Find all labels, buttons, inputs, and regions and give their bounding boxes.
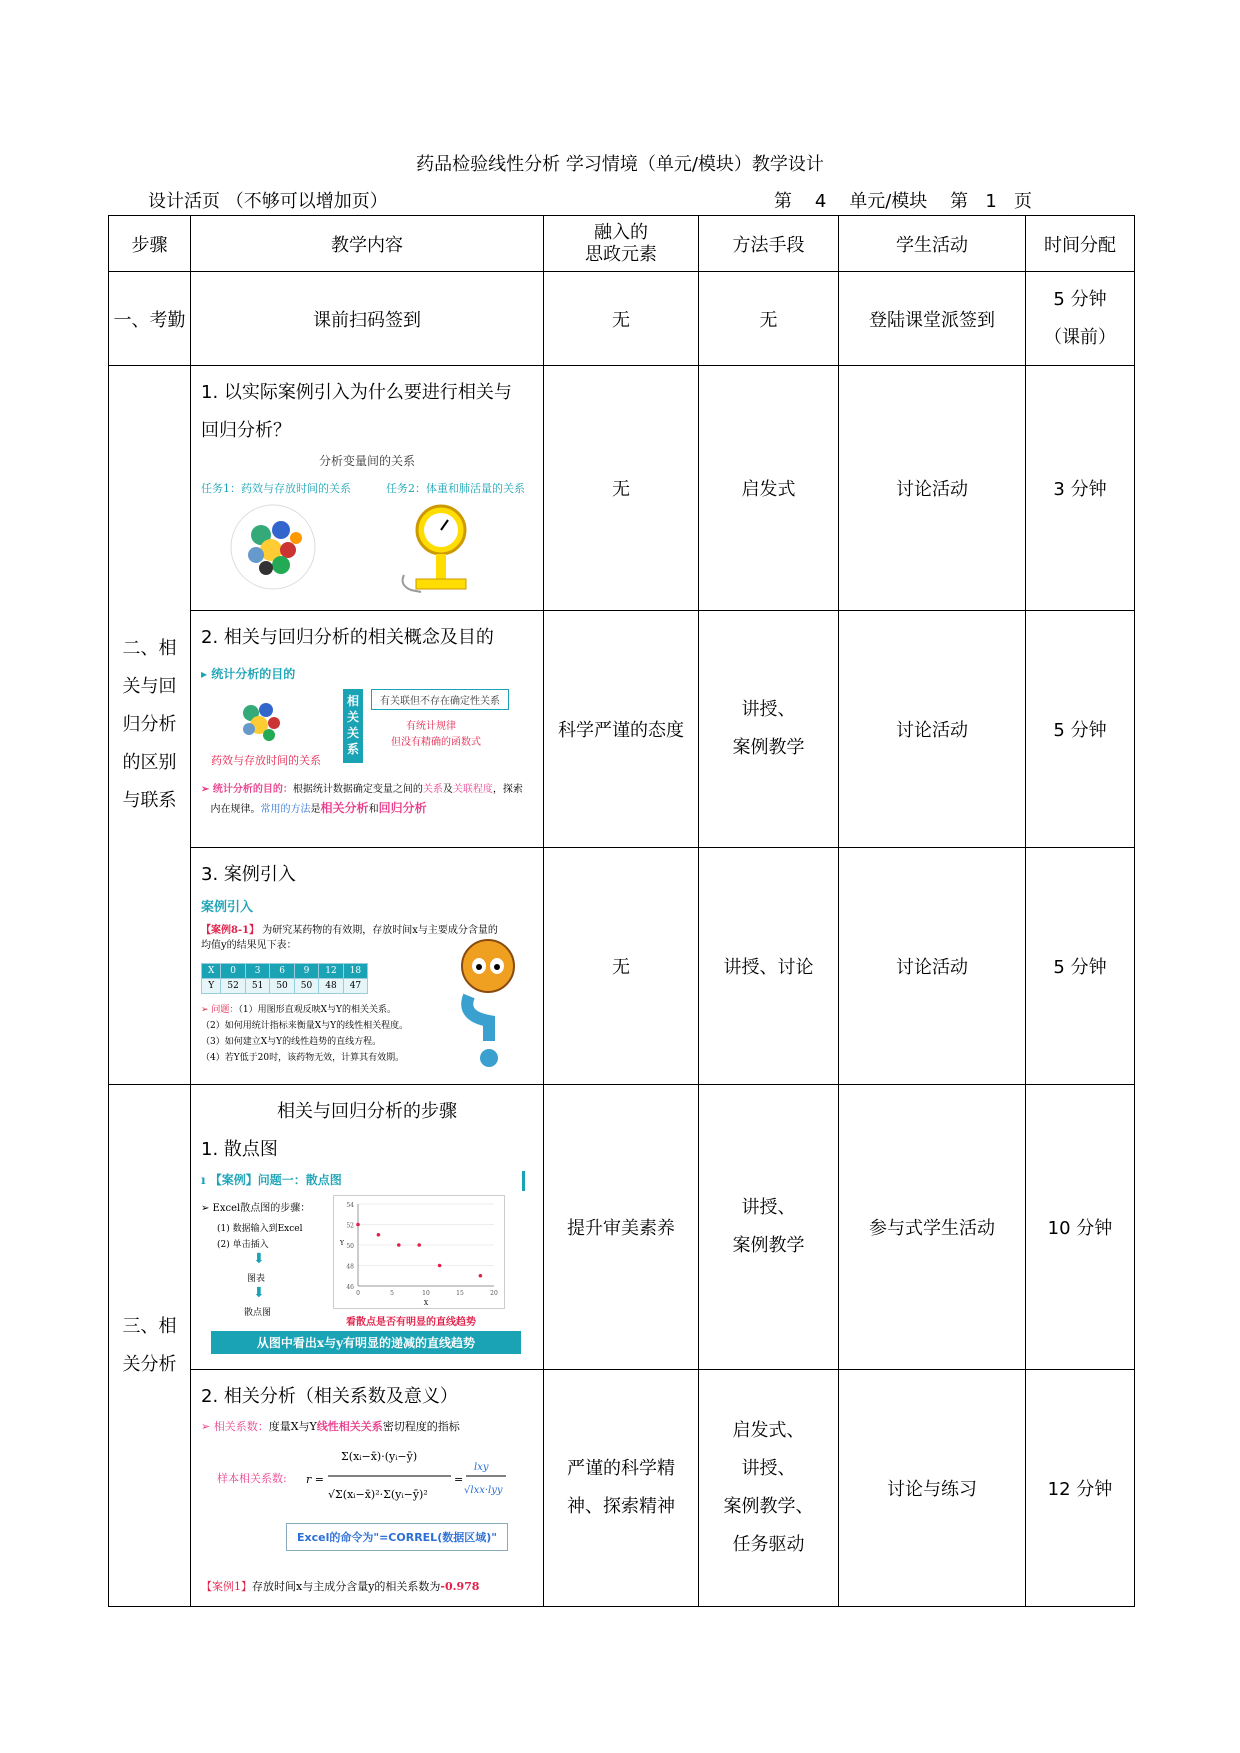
svg-text:=: = [454, 1473, 464, 1486]
method-scatter: 讲授、 案例教学 [699, 1085, 839, 1370]
ideology-case-example: 无 [544, 848, 699, 1085]
excel-command-box: Excel的命令为"=CORREL(数据区域)" [286, 1523, 508, 1551]
method-case-intro: 启发式 [699, 366, 839, 611]
method-concepts: 讲授、 案例教学 [699, 611, 839, 848]
row-attendance [109, 272, 1135, 366]
slide-statistics-purpose: ▸ 统计分析的目的 药效与存放时间的关系 相关关系 有关联但不存在确定性关系 有统计规律 但没有精确的函数式 ➢ 统计分析的目的：根据统计数据确定变量之间的关系及关联程度，探索 内在规律。常用的方法是相关分析和回归分析 [201, 667, 523, 815]
slide-variable-relation: 分析变量间的关系 任务1：药效与存放时间的关系 任务2：体重和肺活量的关系 [201, 452, 533, 602]
activity-case-intro: 讨论活动 [839, 366, 1026, 611]
clock-pills-image [226, 500, 321, 595]
scatter-point [417, 1243, 421, 1247]
time-attendance: 5 分钟 （课前） [1026, 272, 1135, 366]
ideology-case-intro: 无 [544, 366, 699, 611]
scatter-point [397, 1243, 401, 1247]
content-scatter: 相关与回归分析的步骤 1. 散点图 ı 【案例】问题一：散点图 ➢ Excel散点图的步骤： (1) 数据输入到Excel (2) 单击插入 ⬇ 图表 ⬇ 散点图 46 48 50 52 54 0 5 10 15 20 X Y 看散点是否有明显的直线趋势 从图中看出x与y有明显的递减的直线趋势 [191, 1085, 544, 1370]
scatter-point [438, 1264, 442, 1268]
content-concepts: 2. 相关与回归分析的相关概念及目的 ▸ 统计分析的目的 药效与存放时间的关系 相关关系 有关联但不存在确定性关系 有统计规律 但没有精确的函数式 ➢ 统计分析的目的：根据统计数据确定变量之间的关系及关联程度，探索 内在规律。常用的方法是相关分析和回归分析 [191, 611, 544, 848]
question-mark-character-image [451, 936, 526, 1071]
header-time: 时间分配 [1026, 216, 1135, 272]
time-correlation: 12 分钟 [1026, 1370, 1135, 1607]
header-method: 方法手段 [699, 216, 839, 272]
content-case-intro: 1. 以实际案例引入为什么要进行相关与 回归分析？ 分析变量间的关系 任务1：药效与存放时间的关系 任务2：体重和肺活量的关系 [191, 366, 544, 611]
header-step: 步骤 [109, 216, 191, 272]
activity-scatter: 参与式学生活动 [839, 1085, 1026, 1370]
svg-text:lxy: lxy [474, 1462, 489, 1473]
svg-text:√Σ(xᵢ−x̄)²·Σ(yᵢ−ȳ)²: √Σ(xᵢ−x̄)²·Σ(yᵢ−ȳ)² [328, 1488, 428, 1501]
scatter-chart [333, 1195, 505, 1309]
lesson-plan-table [108, 215, 1135, 1607]
activity-correlation: 讨论与练习 [839, 1370, 1026, 1607]
slide-correlation: ➢ 相关系数：度量X与Y线性相关关系密切程度的指标 样本相关系数: r = Σ(xᵢ−x̄)·(yᵢ−ȳ) √Σ(xᵢ−x̄)²·Σ(yᵢ−ȳ)² = lxy √lxx·lyy Excel的命令为"=CORREL(数据区域)" 【案例1】存放时间x与主成分含量y的相关系数为-0.978 [201, 1418, 533, 1598]
document-title: 药品检验线性分析 学习情境（单元/模块）教学设计 [416, 154, 824, 175]
header-ideology: 融入的 思政元素 [544, 216, 699, 272]
scatter-point [356, 1223, 360, 1227]
svg-text:r =: r = [306, 1473, 324, 1486]
ideology-scatter: 提升审美素养 [544, 1085, 699, 1370]
step-correlation: 三、相 关分析 [109, 1085, 191, 1607]
header-activity: 学生活动 [839, 216, 1026, 272]
row-case-example [109, 848, 1135, 1085]
time-case-example: 5 分钟 [1026, 848, 1135, 1085]
x-tick-label: 5 [390, 1290, 394, 1297]
subheader-page-info: 第 4 单元/模块 第 1 页 [774, 191, 1032, 212]
activity-concepts: 讨论活动 [839, 611, 1026, 848]
x-tick-label: 10 [422, 1290, 430, 1297]
method-attendance: 无 [699, 272, 839, 366]
ideology-correlation: 严谨的科学精 神、探索精神 [544, 1370, 699, 1607]
y-tick-label: 52 [346, 1222, 354, 1230]
x-tick-label: 0 [356, 1290, 360, 1297]
slide-scatter: ı 【案例】问题一：散点图 ➢ Excel散点图的步骤： (1) 数据输入到Excel (2) 单击插入 ⬇ 图表 ⬇ 散点图 46 48 50 52 54 0 5 10 15 20 X Y 看散点是否有明显的直线趋势 从图中看出x与y有明显的递减的直线趋势 [201, 1171, 533, 1361]
row-correlation [109, 1370, 1135, 1607]
ideology-concepts: 科学严谨的态度 [544, 611, 699, 848]
content-correlation: 2. 相关分析（相关系数及意义） ➢ 相关系数：度量X与Y线性相关关系密切程度的指标 样本相关系数: r = Σ(xᵢ−x̄)·(yᵢ−ȳ) √Σ(xᵢ−x̄)²·Σ(yᵢ−ȳ)² = lxy √lxx·lyy Excel的命令为"=CORREL(数据区域)" 【案例1】存放时间x与主成分含量y的相关系数为-0.978 [191, 1370, 544, 1607]
time-case-intro: 3 分钟 [1026, 366, 1135, 611]
y-tick-label: 46 [346, 1284, 354, 1291]
slide-case-example: 案例引入 【案例8-1】 为研究某药物的有效期，存放时间x与主要成分含量的均值y的结果见下表： X 0 3 6 9 12 18 Y 52 51 50 50 48 47 ➢ 问题：（1）用图形直观反映X与Y的相关关系。 （2）如何用统计指标来衡量X与Y的线性相关程度。 （3）如何建立X与Y的线性趋势的直线方程。 （4）若Y低于20时，该药物无效，计算其有效期。 [201, 896, 533, 1076]
scatter-point [377, 1233, 381, 1237]
x-tick-label: 20 [490, 1290, 498, 1297]
y-tick-label: 50 [346, 1243, 354, 1250]
y-tick-label: 54 [346, 1202, 354, 1209]
svg-text:Σ(xᵢ−x̄)·(yᵢ−ȳ): Σ(xᵢ−x̄)·(yᵢ−ȳ) [341, 1450, 418, 1463]
method-case-example: 讲授、讨论 [699, 848, 839, 1085]
time-scatter: 10 分钟 [1026, 1085, 1135, 1370]
step-relation: 二、相 关与回 归分析 的区别 与联系 [109, 366, 191, 1085]
scale-image [396, 500, 476, 600]
scatter-conclusion-bar: 从图中看出x与y有明显的递减的直线趋势 [211, 1331, 521, 1354]
row-case-intro [109, 366, 1135, 611]
row-concepts [109, 611, 1135, 848]
x-tick-label: 15 [456, 1290, 464, 1297]
scatter-point [479, 1274, 483, 1278]
header-row [109, 216, 1135, 272]
subheader-left: 设计活页 （不够可以增加页） [148, 191, 388, 212]
activity-case-example: 讨论活动 [839, 848, 1026, 1085]
header-content: 教学内容 [191, 216, 544, 272]
svg-text:√lxx·lyy: √lxx·lyy [464, 1485, 503, 1496]
case-data-table: X 0 3 6 9 12 18 Y 52 51 50 50 48 47 [201, 963, 368, 994]
related-relation-label: 相关关系 [343, 689, 363, 763]
content-attendance: 课前扫码签到 [191, 272, 544, 366]
ideology-attendance: 无 [544, 272, 699, 366]
x-axis-label: X [423, 1300, 429, 1307]
y-tick-label: 48 [346, 1263, 354, 1271]
pills-image [231, 695, 291, 745]
row-scatter [109, 1085, 1135, 1370]
content-case-example: 3. 案例引入 案例引入 【案例8-1】 为研究某药物的有效期，存放时间x与主要成分含量的均值y的结果见下表： X 0 3 6 9 12 18 Y 52 51 50 50 48 47 ➢ 问题：（1）用图形直观反映X与Y的相关关系。 （2）如何用统计指标来衡量X与Y的线性相关程度。 （3）如何建立X与Y的线性趋势的直线方程。 （4）若Y低于20时，该药物无效，计算其有效期。 [191, 848, 544, 1085]
correlation-formula [306, 1438, 526, 1518]
activity-attendance: 登陆课堂派签到 [839, 272, 1026, 366]
step-attendance: 一、考勤 [109, 272, 191, 366]
time-concepts: 5 分钟 [1026, 611, 1135, 848]
method-correlation: 启发式、 讲授、 案例教学、 任务驱动 [699, 1370, 839, 1607]
y-axis-label: Y [340, 1240, 344, 1247]
